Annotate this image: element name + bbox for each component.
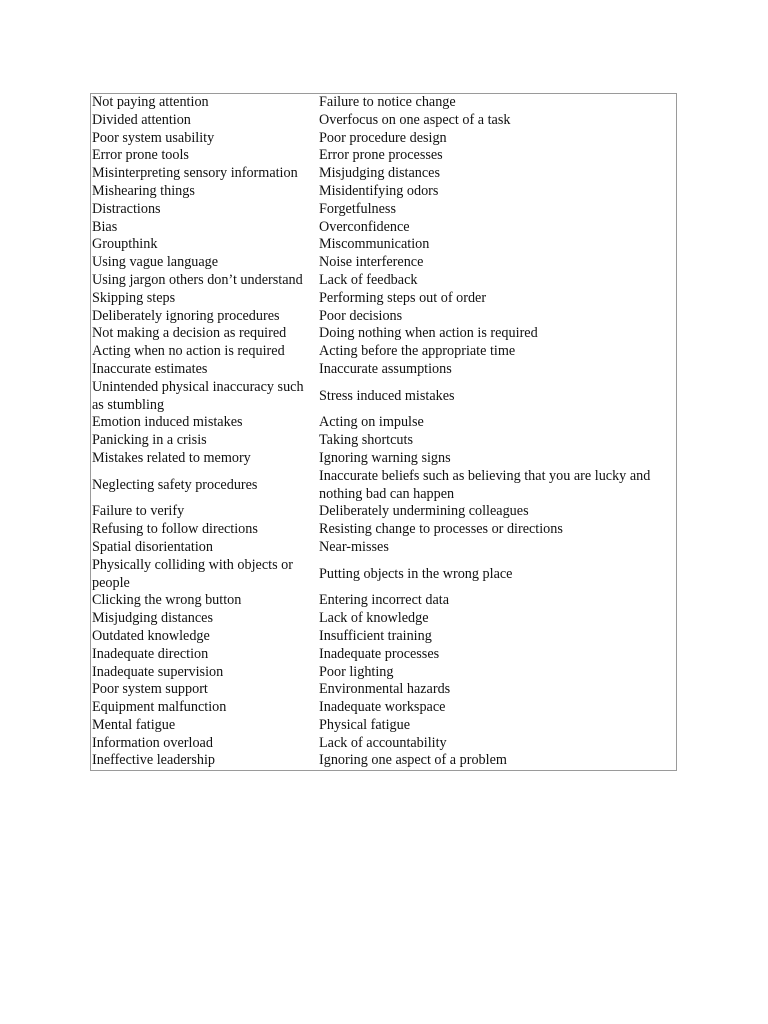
table-row: [91, 735, 676, 753]
table-cell: Equipment malfunction: [92, 699, 227, 716]
table-cell: Stress induced mistakes: [319, 387, 455, 404]
table-cell: Ineffective leadership: [92, 752, 216, 769]
table-cell: Deliberately ignoring procedures: [92, 307, 280, 324]
table-cell: Error prone processes: [319, 147, 443, 164]
table-row: [91, 539, 676, 557]
table-cell: Unintended physical inaccuracy such as stumbling: [92, 378, 304, 413]
table-row: [91, 628, 676, 646]
table-cell: Emotion induced mistakes: [92, 414, 243, 431]
table-cell: Physical fatigue: [319, 716, 411, 733]
table-cell: Skipping steps: [92, 289, 176, 306]
table-row: [91, 414, 676, 432]
table-cell: Taking shortcuts: [319, 432, 413, 449]
table-cell: Using jargon others don’t understand: [92, 271, 303, 288]
table-row: [91, 681, 676, 699]
table-cell: Acting before the appropriate time: [319, 343, 516, 360]
table-row: [91, 308, 676, 326]
table-cell: Putting objects in the wrong place: [319, 565, 513, 582]
table-row: [91, 610, 676, 628]
table-cell: Ignoring one aspect of a problem: [319, 752, 507, 769]
document-table-container: [90, 93, 677, 771]
table-cell: Acting on impulse: [319, 414, 424, 431]
table-row: [91, 468, 676, 504]
table-row: [91, 664, 676, 682]
table-cell: Forgetfulness: [319, 200, 396, 217]
table-cell: Divided attention: [92, 111, 191, 128]
table-cell: Insufficient training: [319, 627, 432, 644]
table-cell: Using vague language: [92, 254, 219, 271]
table-cell: Misinterpreting sensory information: [92, 165, 298, 182]
table-cell: Bias: [92, 218, 118, 235]
table-cell: Spatial disorientation: [92, 538, 213, 555]
table-cell: Entering incorrect data: [319, 592, 449, 609]
table-cell: Lack of feedback: [319, 271, 418, 288]
table-cell: Distractions: [92, 200, 161, 217]
table-cell: Poor lighting: [319, 663, 394, 680]
table-cell: Poor decisions: [319, 307, 403, 324]
table-row: [91, 272, 676, 290]
table-cell: Error prone tools: [92, 147, 189, 164]
table-row: [91, 147, 676, 165]
table-cell: Acting when no action is required: [92, 343, 285, 360]
table-cell: Noise interference: [319, 254, 424, 271]
table-row: [91, 592, 676, 610]
table-cell: Outdated knowledge: [92, 627, 210, 644]
table-row: [91, 325, 676, 343]
table-cell: Deliberately undermining colleagues: [319, 503, 529, 520]
table-cell: Miscommunication: [319, 236, 430, 253]
table-row: [91, 112, 676, 130]
table-cell: Inaccurate estimates: [92, 360, 208, 377]
table-cell: Groupthink: [92, 236, 158, 253]
table-row: [91, 219, 676, 237]
table-cell: Performing steps out of order: [319, 289, 487, 306]
table-cell: Failure to notice change: [319, 94, 456, 110]
table-row: [91, 432, 676, 450]
table-cell: Ignoring warning signs: [319, 449, 451, 466]
table-row: [91, 379, 676, 415]
table-row: [91, 361, 676, 379]
table-cell: Inaccurate assumptions: [319, 360, 452, 377]
table-cell: Inadequate direction: [92, 645, 209, 662]
document-table: [91, 94, 676, 770]
table-row: [91, 94, 676, 112]
table-cell: Failure to verify: [92, 503, 185, 520]
table-row: [91, 521, 676, 539]
table-row: [91, 165, 676, 183]
table-cell: Environmental hazards: [319, 681, 451, 698]
table-cell: Lack of knowledge: [319, 610, 429, 627]
table-row: [91, 557, 676, 593]
table-cell: Not paying attention: [92, 94, 209, 110]
table-cell: Refusing to follow directions: [92, 521, 258, 538]
table-cell: Inaccurate beliefs such as believing that you are lucky and nothing bad can happen: [319, 467, 651, 502]
table-cell: Physically colliding with objects or people: [92, 556, 293, 591]
table-cell: Misjudging distances: [319, 165, 440, 182]
table-cell: Mental fatigue: [92, 716, 176, 733]
table-cell: Information overload: [92, 734, 213, 751]
table-row: [91, 503, 676, 521]
table-row: [91, 717, 676, 735]
table-cell: Mistakes related to memory: [92, 449, 251, 466]
table-cell: Inadequate workspace: [319, 699, 446, 716]
table-cell: Not making a decision as required: [92, 325, 287, 342]
table-cell: Inadequate supervision: [92, 663, 224, 680]
table-row: [91, 450, 676, 468]
table-row: [91, 646, 676, 664]
table-cell: Overconfidence: [319, 218, 410, 235]
table-cell: Misjudging distances: [92, 610, 213, 627]
table-cell: Doing nothing when action is required: [319, 325, 538, 342]
table-row: [91, 201, 676, 219]
table-cell: Resisting change to processes or directions: [319, 521, 563, 538]
table-cell: Poor procedure design: [319, 129, 447, 146]
document-table-body: [91, 94, 676, 770]
table-row: [91, 343, 676, 361]
table-row: [91, 183, 676, 201]
table-cell: Panicking in a crisis: [92, 432, 207, 449]
table-cell: Clicking the wrong button: [92, 592, 242, 609]
table-cell: Misidentifying odors: [319, 182, 439, 199]
table-row: [91, 290, 676, 308]
table-cell: Neglecting safety procedures: [92, 476, 258, 493]
table-cell: Mishearing things: [92, 182, 195, 199]
table-cell: Poor system usability: [92, 129, 215, 146]
table-row: [91, 254, 676, 272]
table-row: [91, 130, 676, 148]
table-cell: Inadequate processes: [319, 645, 440, 662]
table-row: [91, 752, 676, 770]
table-cell: Poor system support: [92, 681, 208, 698]
table-cell: Lack of accountability: [319, 734, 447, 751]
table-cell: Overfocus on one aspect of a task: [319, 111, 511, 128]
table-cell: Near-misses: [319, 538, 389, 555]
table-row: [91, 699, 676, 717]
table-row: [91, 236, 676, 254]
